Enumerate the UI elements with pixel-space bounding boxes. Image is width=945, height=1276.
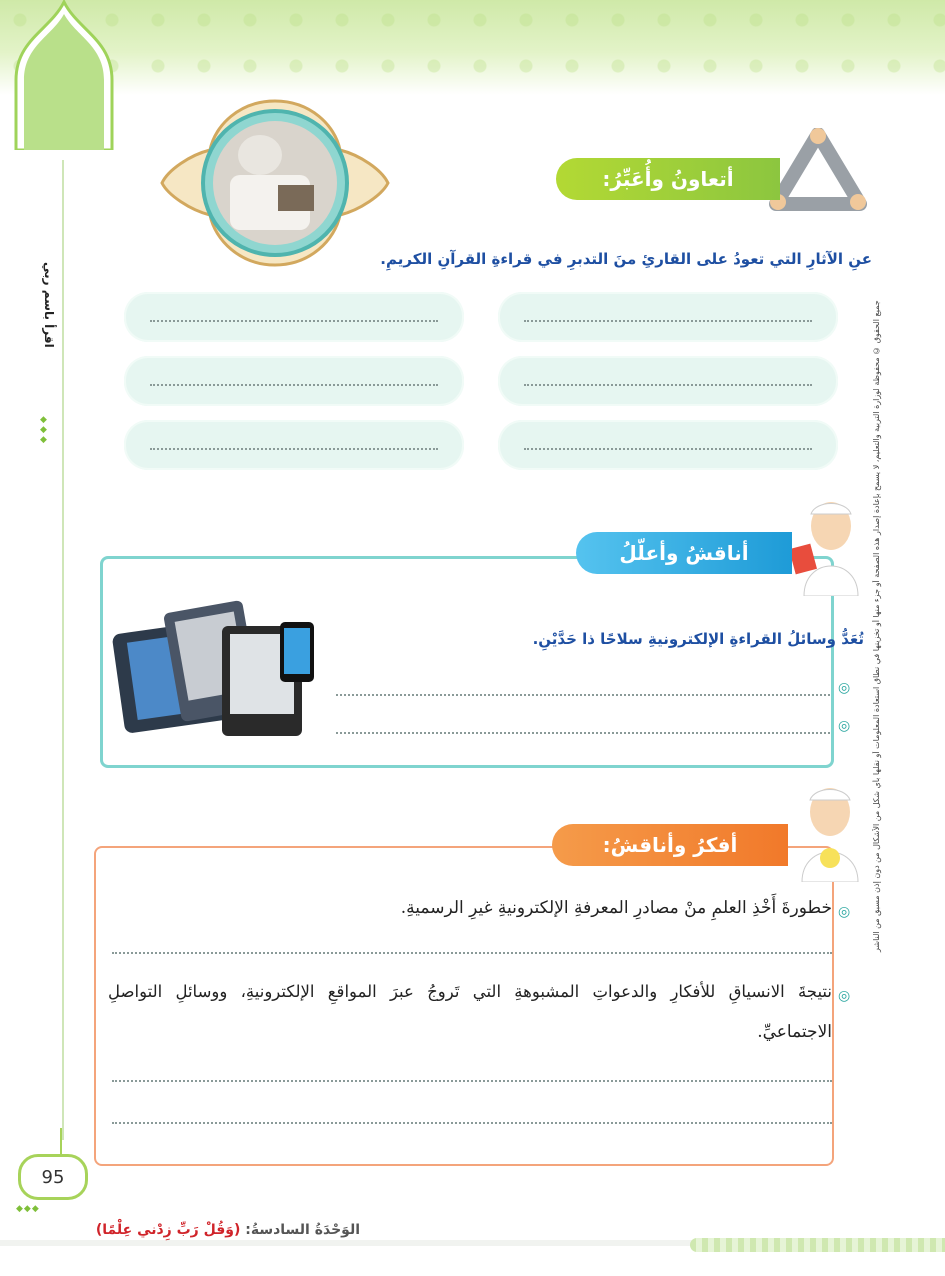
page-number-badge xyxy=(18,1154,88,1200)
corner-arch-ornament xyxy=(8,0,120,150)
footer-unit-title: (وَقُلْ رَبِّ زِدْني عِلْمًا) xyxy=(95,1222,241,1238)
side-title: اقرأ باسم ربي xyxy=(42,262,56,348)
section3-title-tab: أفكرُ وأناقشُ: xyxy=(552,824,788,866)
answer-line[interactable] xyxy=(112,952,832,954)
answer-line[interactable] xyxy=(112,1080,832,1082)
footer-unit-label xyxy=(60,1222,360,1238)
answer-box[interactable] xyxy=(124,292,464,342)
answer-line[interactable] xyxy=(336,732,830,734)
teamwork-hands-icon xyxy=(768,128,868,213)
section3-item2-line2: الاجتماعيِّ. xyxy=(757,1022,832,1042)
think-box xyxy=(94,846,834,1166)
answer-line[interactable] xyxy=(336,694,830,696)
boy-reading-icon xyxy=(786,496,866,596)
section3-item1: خطورةَ أَخْذِ العلمِ منْ مصادرِ المعرفةِ الإلكترونيةِ غيرِ الرسميةِ. xyxy=(400,898,832,918)
boy-idea-icon xyxy=(790,782,870,882)
footer-unit: الوَحْدَةُ السادسةُ: xyxy=(245,1222,360,1238)
section3-item2-line1: نتيجةَ الانسياقِ للأفكارِ والدعواتِ المشبوهةِ التي تَروجُ عبرَ المواقعِ الإلكترونيةِ، ووسائلِ التواصلِ xyxy=(108,982,832,1001)
bullet-icon: ◎ xyxy=(838,680,851,696)
answer-box[interactable] xyxy=(498,420,838,470)
section2-title-tab: أناقشُ وأعلّلُ xyxy=(576,532,792,574)
page-num-stem xyxy=(60,1128,62,1154)
copyright-notice: جميع الحقوق © محفوظة لوزارة التربية والتعليم، لا يسمح بإعادة إصدار هذه الصفحة أو جزء منها أو تخزينها في نطاق استعادة المعلومات أو نقلها بأي شكل من الأشكال من دون إذن مسبق من الناشر xyxy=(872,300,881,952)
footer-pattern-bar xyxy=(690,1238,945,1252)
reader-portrait-frame xyxy=(160,95,390,270)
answer-box[interactable] xyxy=(498,356,838,406)
top-banner xyxy=(0,0,945,95)
section1-question: عنِ الآثارِ التي تعودُ على القارئِ منَ التدبرِ في قراءةِ القرآنِ الكريمِ. xyxy=(380,250,872,268)
bullet-icon: ◎ xyxy=(838,904,851,920)
side-dots: ◆ ◆ ◆ xyxy=(40,415,48,445)
page-number: 95 xyxy=(41,1166,65,1188)
answer-line[interactable] xyxy=(112,1122,832,1124)
bullet-icon: ◎ xyxy=(838,988,851,1004)
answer-box[interactable] xyxy=(498,292,838,342)
e-readers-image xyxy=(112,596,322,746)
section1-title-tab: أتعاونُ وأُعَبِّرُ: xyxy=(556,158,780,200)
answer-box[interactable] xyxy=(124,420,464,470)
section2-question: تُعَدُّ وسائلُ القراءةِ الإلكترونيةِ سلاحًا ذا حَدَّيْنِ. xyxy=(532,630,864,648)
bullet-icon: ◎ xyxy=(838,718,851,734)
page-dots: ◆◆◆ xyxy=(16,1204,40,1214)
left-rule xyxy=(62,160,64,1140)
answer-box[interactable] xyxy=(124,356,464,406)
